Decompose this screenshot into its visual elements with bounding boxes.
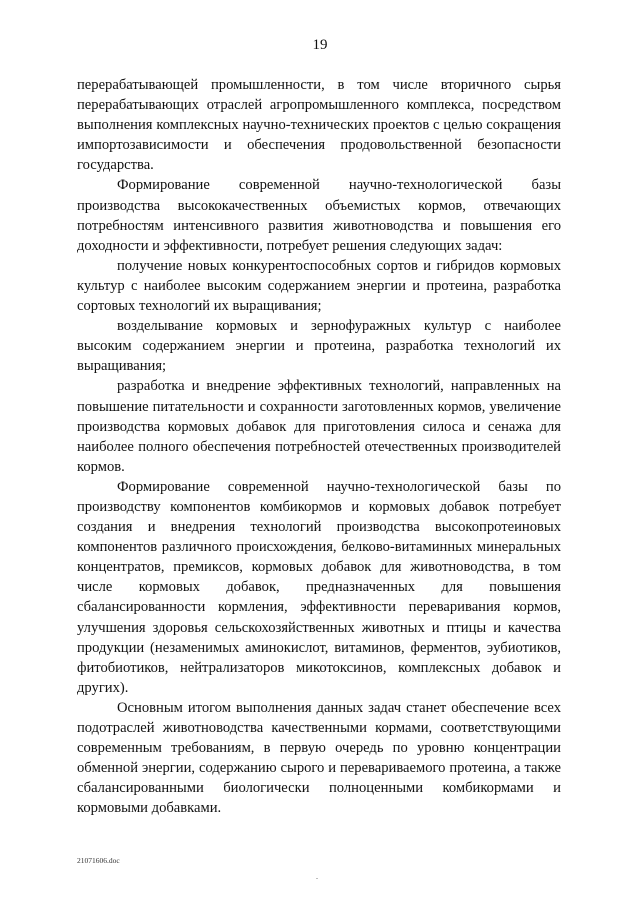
paragraph-task-technologies: разработка и внедрение эффективных технологий, направленных на повышение питательности и сохранности заготовленных кормов, увеличение производства кормовых добавок для приготовления силоса и сенажа для наиболее полного обеспечения потребностей отечественных производителей кормов. [77, 378, 561, 475]
paragraph-task-varieties: получение новых конкурентоспособных сортов и гибридов кормовых культур с наиболее высоким содержанием энергии и протеина, разработка сортовых технологий их выращивания; [77, 257, 561, 315]
paragraph-main-result: Основным итогом выполнения данных задач станет обеспечение всех подотраслей животноводства качественными кормами, соответствующими современным требованиям, в первую очередь по уровню концентрации обменной энергии, содержанию сырого и перевариваемого протеина, а также сбалансированными биологически полноценными комбикормами и кормовыми добавками. [77, 699, 561, 817]
paragraph-continuation: перерабатывающей промышленности, в том числе вторичного сырья перерабатывающих отраслей агропромышленного комплекса, посредством выполнения комплексных научно-технических проектов с целью сокращения импортозависимости и обеспечения продовольственной безопасности государства. [77, 77, 561, 174]
paragraph-compound-feed-base: Формирование современной научно-технологической базы по производству компонентов комбикормов и кормовых добавок потребует создания и внедрения технологий производства высокопротеиновых компонентов различного происхождения, белково-витаминных минеральных концентратов, премиксов, кормовых добавок для животноводства, в том числе кормовых добавок, предназначенных для повышения сбалансированности кормления, эффективности переваривания кормов, улучшения здоровья сельскохозяйственных животных и птицы и качества продукции (незаменимых аминокислот, витаминов, ферментов, эубиотиков, фитобиотиков, нейтрализаторов микотоксинов, комплексных добавок и других). [77, 478, 561, 696]
body-text [77, 75, 561, 818]
page-number: 19 [312, 37, 328, 53]
paragraph-fodder-base: Формирование современной научно-технологической базы производства высококачественных объемистых кормов, отвечающих потребностям интенсивного развития животноводства и повышения его доходности и эффективности, потребует решения следующих задач: [77, 177, 561, 254]
footer-mark: . [316, 872, 318, 881]
paragraph-task-cultivation: возделывание кормовых и зернофуражных культур с наиболее высоким содержанием энергии и протеина, разработка технологий их выращивания; [77, 318, 561, 375]
footer-file-code: 21071606.doc [77, 856, 120, 865]
